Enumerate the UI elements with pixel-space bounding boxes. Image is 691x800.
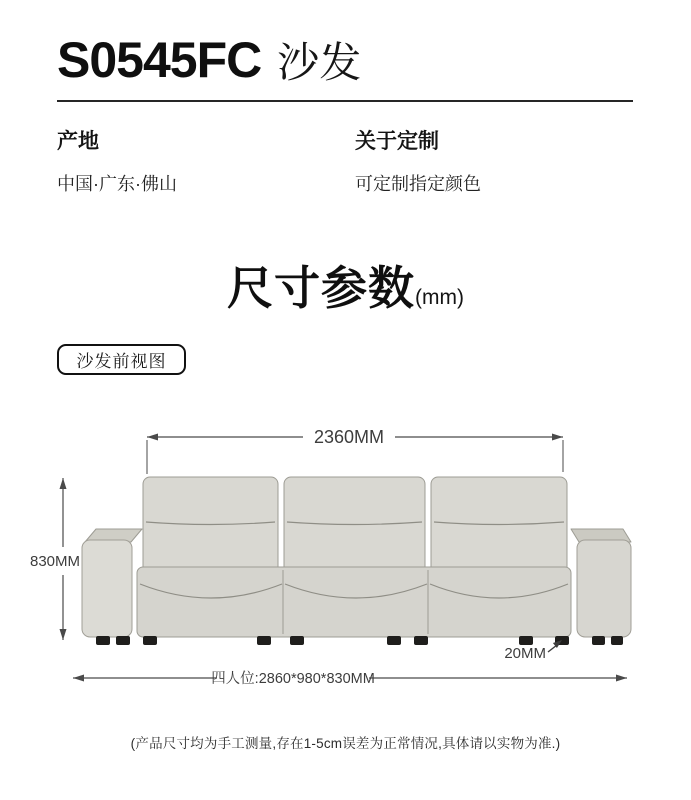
origin-label: 产地 [57,130,99,153]
origin-value: 中国·广东·佛山 [57,174,177,194]
origin-block [57,130,177,195]
armrest-left-front-face [82,540,132,637]
back-cushion-left [143,477,278,577]
size-parameters-heading [0,252,691,318]
customization-block [355,130,481,195]
measurement-disclaimer: (产品尺寸均为手工测量,存在1-5cm误差为正常情况,具体请以实物为准.) [130,736,561,751]
size-heading-unit: (mm) [415,286,464,309]
sofa-armrest-left [82,529,142,637]
width-dimension-label: 2360MM [313,427,385,447]
customization-value: 可定制指定颜色 [355,174,481,194]
product-model: S0545FC [57,32,262,88]
overall-dimension-label: 四人位:2860*980*830MM [211,671,375,687]
sofa-dimension-drawing [0,412,691,712]
seat-base [137,567,571,637]
front-view-tag [57,344,186,375]
title-divider [57,100,633,102]
sofa-back-cushions [143,477,567,577]
product-name: 沙发 [277,39,362,86]
back-cushion-right [431,477,567,577]
sofa-seat-base [137,567,571,637]
armrest-right-front-face [577,540,631,637]
customization-label: 关于定制 [355,130,439,153]
sofa-illustration [82,477,631,645]
leg-height-label: 20MM [504,645,546,662]
back-cushion-middle [284,477,425,577]
height-dimension-label: 830MM [29,553,81,570]
size-heading-text: 尺寸参数 [227,262,415,314]
page-title [57,30,361,90]
sofa-armrest-right [571,529,631,637]
front-view-tag-label: 沙发前视图 [76,352,167,371]
